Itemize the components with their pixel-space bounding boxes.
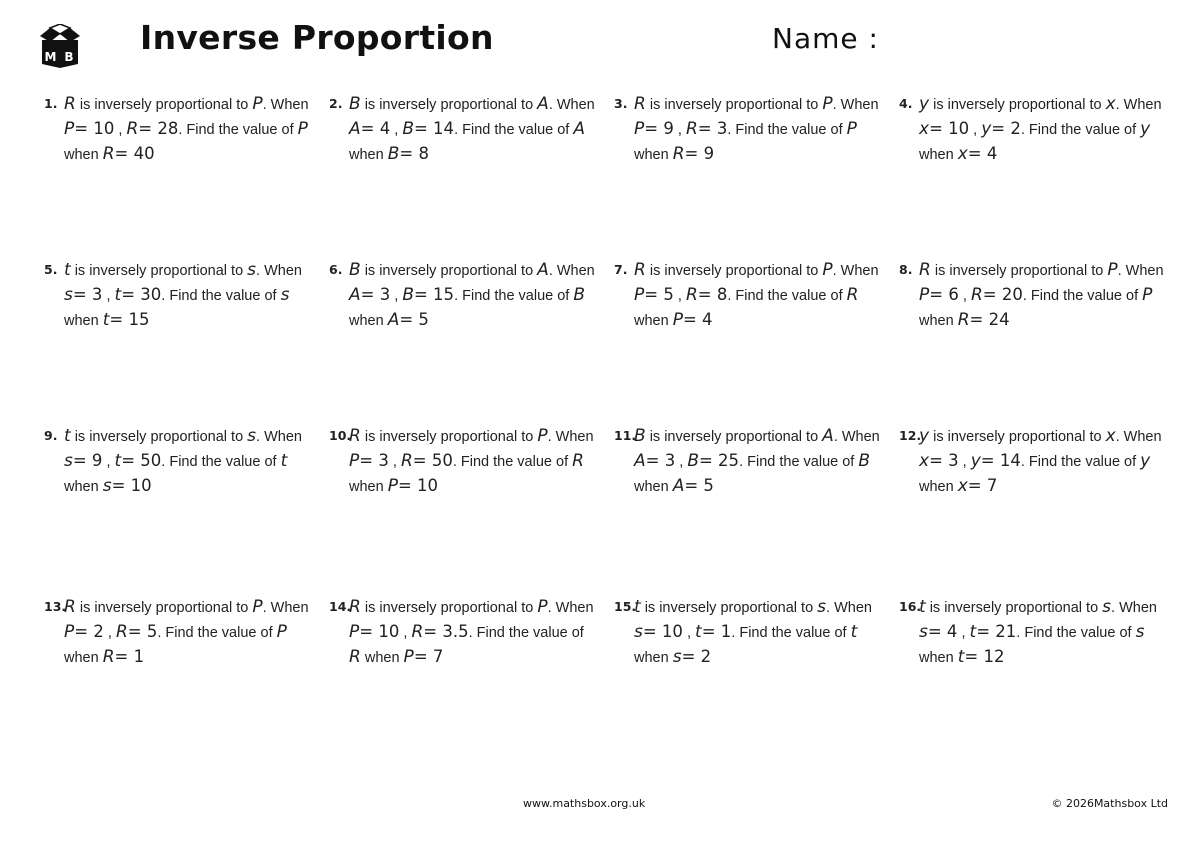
variable: P: [276, 622, 287, 642]
value: = 2: [991, 119, 1021, 138]
value: = 10: [397, 476, 439, 495]
question-number: 16.: [899, 599, 922, 614]
value: = 28: [138, 119, 179, 138]
variable: R: [685, 285, 698, 305]
value: = 9: [72, 451, 103, 470]
value: = 30: [121, 285, 162, 304]
value: = 2: [681, 647, 712, 666]
variable: y: [919, 426, 930, 446]
variable: P: [1142, 285, 1153, 305]
variable: s: [280, 285, 290, 305]
question-8: 8. R is inversely proportional to P. When P= 6 , R= 20. Find the value of P when R= 24: [899, 260, 1164, 330]
variable: P: [403, 647, 414, 667]
variable: P: [634, 119, 645, 139]
variable: R: [102, 144, 115, 164]
question-number: 2.: [329, 96, 343, 111]
variable: P: [537, 597, 548, 617]
variable: t: [64, 426, 71, 446]
value: = 10: [359, 622, 400, 641]
variable: s: [672, 647, 682, 667]
variable: s: [1102, 597, 1112, 617]
value: = 9: [644, 119, 674, 138]
question-number: 14.: [329, 599, 352, 614]
variable: x: [957, 476, 968, 496]
variable: s: [64, 451, 73, 471]
value: = 3: [929, 451, 959, 470]
question-number: 6.: [329, 262, 343, 277]
variable: B: [402, 285, 414, 305]
value: = 6: [929, 285, 959, 304]
variable: P: [846, 119, 857, 139]
value: = 40: [114, 144, 155, 163]
variable: A: [573, 119, 585, 139]
value: = 3: [359, 451, 389, 470]
variable: P: [64, 622, 75, 642]
variable: y: [919, 94, 930, 114]
variable: x: [1105, 94, 1116, 114]
value: = 2: [74, 622, 104, 641]
variable: B: [349, 94, 361, 114]
variable: s: [64, 285, 73, 305]
variable: R: [400, 451, 413, 471]
value: = 7: [413, 647, 444, 666]
question-7: 7. R is inversely proportional to P. When P= 5 , R= 8. Find the value of R when P= 4: [614, 260, 879, 330]
variable: P: [64, 119, 75, 139]
variable: P: [387, 476, 398, 496]
variable: R: [970, 285, 983, 305]
svg-text:B: B: [64, 50, 74, 64]
variable: R: [64, 94, 76, 114]
svg-text:M: M: [44, 50, 57, 64]
variable: s: [102, 476, 112, 496]
variable: t: [919, 597, 926, 617]
question-14: 14. R is inversely proportional to P. When P= 10 , R= 3.5. Find the value of R when P= 7: [329, 597, 594, 667]
question-number: 10.: [329, 428, 352, 443]
variable: B: [687, 451, 699, 471]
variable: R: [846, 285, 859, 305]
variable: P: [1107, 260, 1118, 280]
variable: t: [114, 451, 122, 471]
variable: R: [685, 119, 698, 139]
value: = 1: [701, 622, 732, 641]
value: = 10: [642, 622, 683, 641]
value: = 50: [412, 451, 453, 470]
value: = 5: [399, 310, 429, 329]
value: = 8: [399, 144, 429, 163]
value: = 4: [682, 310, 713, 329]
variable: P: [349, 622, 360, 642]
question-15: 15. t is inversely proportional to s. When s= 10 , t= 1. Find the value of t when s= 2: [614, 597, 872, 667]
question-number: 3.: [614, 96, 628, 111]
variable: y: [1140, 119, 1151, 139]
variable: A: [387, 310, 400, 330]
question-4: 4. y is inversely proportional to x. When x= 10 , y= 2. Find the value of y when x= 4: [899, 94, 1162, 164]
question-number: 4.: [899, 96, 913, 111]
variable: s: [634, 622, 643, 642]
variable: s: [919, 622, 928, 642]
variable: R: [411, 622, 424, 642]
question-number: 8.: [899, 262, 913, 277]
variable: t: [969, 622, 977, 642]
question-number: 5.: [44, 262, 58, 277]
value: = 3: [360, 285, 391, 304]
value: = 3.5: [423, 622, 469, 641]
variable: A: [822, 426, 834, 446]
variable: R: [349, 647, 361, 667]
box-icon: [36, 24, 84, 72]
question-2: 2. B is inversely proportional to A. When A= 4 , B= 14. Find the value of A when B= 8: [329, 94, 595, 164]
value: = 21: [976, 622, 1017, 641]
variable: P: [252, 597, 263, 617]
variable: R: [672, 144, 685, 164]
question-number: 15.: [614, 599, 637, 614]
variable: R: [126, 119, 139, 139]
question-10: 10. R is inversely proportional to P. When P= 3 , R= 50. Find the value of R when P= 10: [329, 426, 594, 496]
value: = 3: [72, 285, 103, 304]
value: = 8: [697, 285, 728, 304]
variable: t: [102, 310, 110, 330]
question-3: 3. R is inversely proportional to P. When P= 9 , R= 3. Find the value of P when R= 9: [614, 94, 879, 164]
value: = 5: [127, 622, 158, 641]
variable: y: [981, 119, 992, 139]
question-number: 1.: [44, 96, 58, 111]
variable: t: [280, 451, 288, 471]
variable: P: [297, 119, 308, 139]
question-16: 16. t is inversely proportional to s. When s= 4 , t= 21. Find the value of s when t= 12: [899, 597, 1157, 667]
value: = 14: [413, 119, 455, 138]
variable: R: [634, 260, 646, 280]
variable: y: [970, 451, 981, 471]
variable: R: [64, 597, 76, 617]
variable: B: [573, 285, 586, 305]
value: = 24: [969, 310, 1010, 329]
question-13: 13. R is inversely proportional to P. When P= 2 , R= 5. Find the value of P when R= 1: [44, 597, 309, 667]
value: = 5: [644, 285, 674, 304]
value: = 5: [684, 476, 714, 495]
value: = 1: [114, 647, 145, 666]
value: = 4: [967, 144, 998, 163]
variable: R: [349, 426, 361, 446]
variable: A: [537, 94, 549, 114]
variable: A: [349, 285, 361, 305]
value: = 15: [413, 285, 455, 304]
value: = 9: [684, 144, 715, 163]
variable: B: [349, 260, 361, 280]
variable: x: [957, 144, 968, 164]
variable: t: [957, 647, 965, 667]
value: = 14: [980, 451, 1021, 470]
variable: P: [252, 94, 263, 114]
variable: A: [537, 260, 549, 280]
variable: x: [1105, 426, 1116, 446]
variable: R: [115, 622, 128, 642]
value: = 3: [697, 119, 728, 138]
value: = 4: [360, 119, 391, 138]
variable: R: [349, 597, 361, 617]
question-11: 11. B is inversely proportional to A. When A= 3 , B= 25. Find the value of B when A= 5: [614, 426, 880, 496]
variable: A: [634, 451, 646, 471]
question-6: 6. B is inversely proportional to A. When A= 3 , B= 15. Find the value of B when A= 5: [329, 260, 595, 330]
question-1: 1. R is inversely proportional to P. When P= 10 , R= 28. Find the value of P when R= 40: [44, 94, 309, 164]
variable: A: [672, 476, 685, 496]
variable: t: [114, 285, 122, 305]
variable: P: [822, 260, 833, 280]
question-number: 11.: [614, 428, 637, 443]
variable: s: [1135, 622, 1145, 642]
question-12: 12. y is inversely proportional to x. When x= 3 , y= 14. Find the value of y when x= 7: [899, 426, 1162, 496]
variable: P: [822, 94, 833, 114]
value: = 4: [927, 622, 958, 641]
variable: R: [634, 94, 646, 114]
value: = 20: [982, 285, 1023, 304]
variable: A: [349, 119, 361, 139]
variable: t: [64, 260, 71, 280]
variable: P: [672, 310, 683, 330]
variable: s: [817, 597, 827, 617]
variable: s: [247, 426, 257, 446]
variable: P: [919, 285, 930, 305]
value: = 7: [967, 476, 998, 495]
question-number: 7.: [614, 262, 628, 277]
value: = 12: [964, 647, 1005, 666]
value: = 10: [111, 476, 152, 495]
variable: R: [919, 260, 931, 280]
value: = 10: [74, 119, 115, 138]
variable: y: [1140, 451, 1151, 471]
variable: R: [957, 310, 970, 330]
variable: P: [634, 285, 645, 305]
footer-copyright: © 2026Mathsbox Ltd: [1051, 797, 1168, 810]
variable: t: [850, 622, 858, 642]
variable: B: [634, 426, 646, 446]
variable: B: [402, 119, 414, 139]
variable: x: [919, 451, 930, 471]
variable: B: [387, 144, 400, 164]
question-number: 13.: [44, 599, 67, 614]
variable: R: [102, 647, 115, 667]
mathsbox-logo: [36, 24, 84, 72]
variable: x: [919, 119, 930, 139]
variable: s: [247, 260, 257, 280]
value: = 3: [645, 451, 676, 470]
question-number: 9.: [44, 428, 58, 443]
question-number: 12.: [899, 428, 922, 443]
value: = 50: [121, 451, 162, 470]
variable: t: [634, 597, 641, 617]
variable: R: [572, 451, 584, 471]
value: = 15: [109, 310, 150, 329]
footer-url: www.mathsbox.org.uk: [523, 797, 646, 810]
name-label: Name :: [772, 22, 879, 55]
variable: B: [858, 451, 871, 471]
page-title: Inverse Proportion: [140, 18, 494, 57]
variable: P: [537, 426, 548, 446]
variable: t: [695, 622, 702, 642]
value: = 10: [929, 119, 970, 138]
value: = 25: [698, 451, 740, 470]
variable: P: [349, 451, 360, 471]
question-5: 5. t is inversely proportional to s. When s= 3 , t= 30. Find the value of s when t= 15: [44, 260, 302, 330]
question-9: 9. t is inversely proportional to s. When s= 9 , t= 50. Find the value of t when s= 10: [44, 426, 302, 496]
